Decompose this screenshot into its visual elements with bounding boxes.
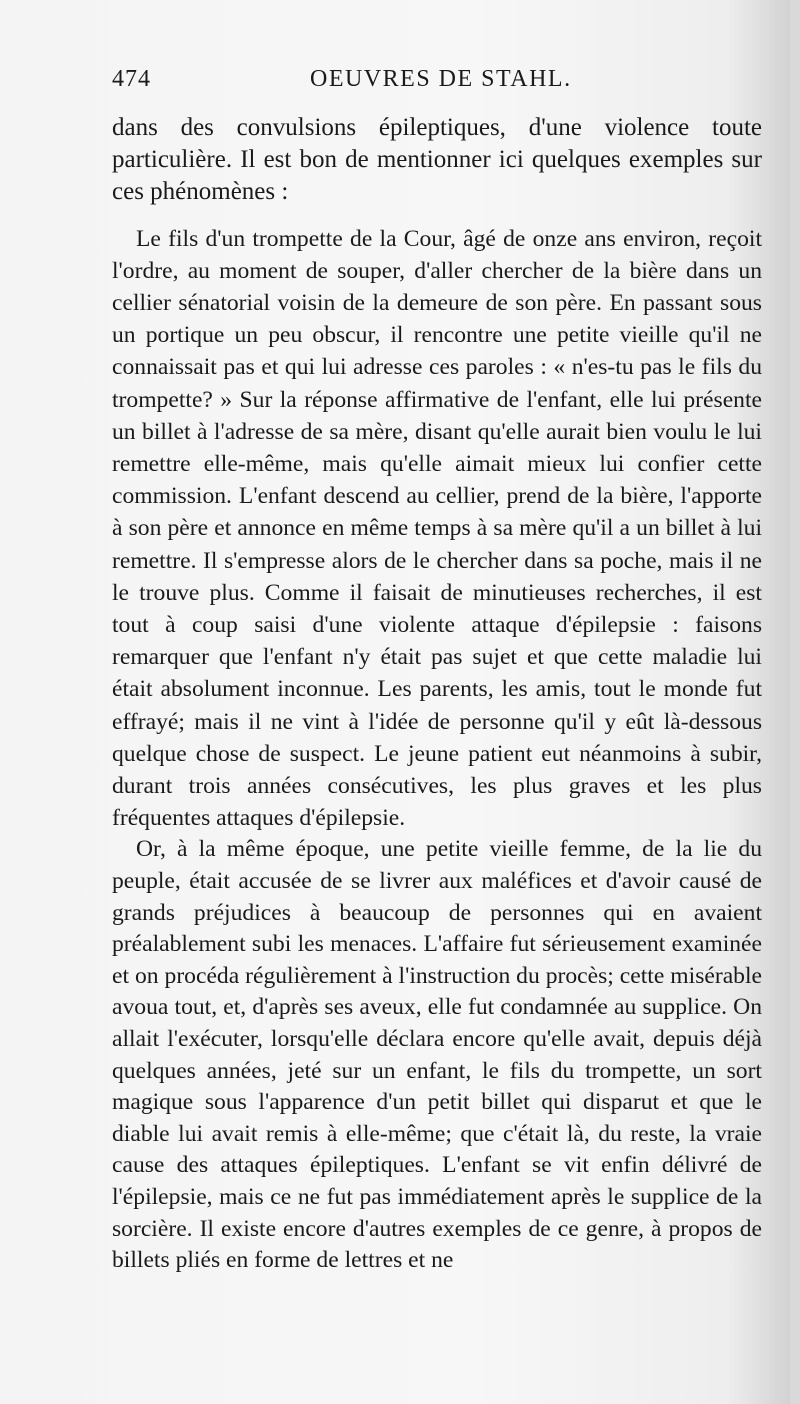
body-text [112, 112, 762, 1277]
paragraph-trompette-story: Le fils d'un trompette de la Cour, âgé de onze ans environ, reçoit l'ordre, au moment de souper, d'aller chercher de la bière dans un cellier sénatorial voisin de la demeure de son père. En passant sous un portique un peu obscur, il rencontre une petite vieille qu'il ne connaissait pas et qui lui adresse ces paroles : « n'es-tu pas le fils du trompette? » Sur la réponse affirmative de l'enfant, elle lui présente un billet à l'adresse de sa mère, disant qu'elle aurait bien voulu le lui remettre elle-même, mais qu'elle aimait mieux lui confier cette commission. L'enfant descend au cellier, prend de la bière, l'apporte à son père et annonce en même temps à sa mère qu'il a un billet à lui remettre. Il s'empresse alors de le chercher dans sa poche, mais il ne le trouve plus. Comme il faisait de minutieuses recherches, il est tout à coup saisi d'une violente attaque d'épilepsie : faisons remarquer que l'enfant n'y était pas sujet et que cette maladie lui était absolument inconnue. Les parents, les amis, tout le monde fut effrayé; mais il ne vint à l'idée de personne qu'il y eût là-dessous quelque chose de suspect. Le jeune patient eut néanmoins à subir, durant trois années consécutives, les plus graves et les plus fréquentes attaques d'épilepsie. [112, 225, 762, 832]
paragraph-sorciere-story: Or, à la même époque, une petite vieille femme, de la lie du peuple, était accusée de se livrer aux maléfices et d'avoir causé de grands préjudices à beaucoup de personnes qui en avaient préalablement subi les menaces. L'affaire fut sérieusement examinée et on procéda régulièrement à l'instruction du procès; cette misérable avoua tout, et, d'après ses aveux, elle fut condamnée au supplice. On allait l'exécuter, lorsqu'elle déclara encore qu'elle avait, depuis déjà quelques années, jeté sur un enfant, le fils du trompette, un sort magique sous l'apparence d'un petit billet qui disparut et que le diable lui avait remis à elle-même; que c'était là, du reste, la vraie cause des attaques épileptiques. L'enfant se vit enfin délivré de l'épilepsie, mais ce ne fut pas immédiatement après le supplice de la sorcière. Il existe encore d'autres exemples de ce genre, à propos de billets pliés en forme de lettres et ne [112, 836, 762, 1274]
running-head [112, 66, 752, 98]
running-title: OEUVRES DE STAHL. [310, 66, 572, 92]
page-number: 474 [112, 66, 151, 92]
paragraph-continuation: dans des convulsions épileptiques, d'une violence toute particulière. Il est bon de mentionner ici quelques exemples sur ces phénomènes : [112, 114, 762, 206]
